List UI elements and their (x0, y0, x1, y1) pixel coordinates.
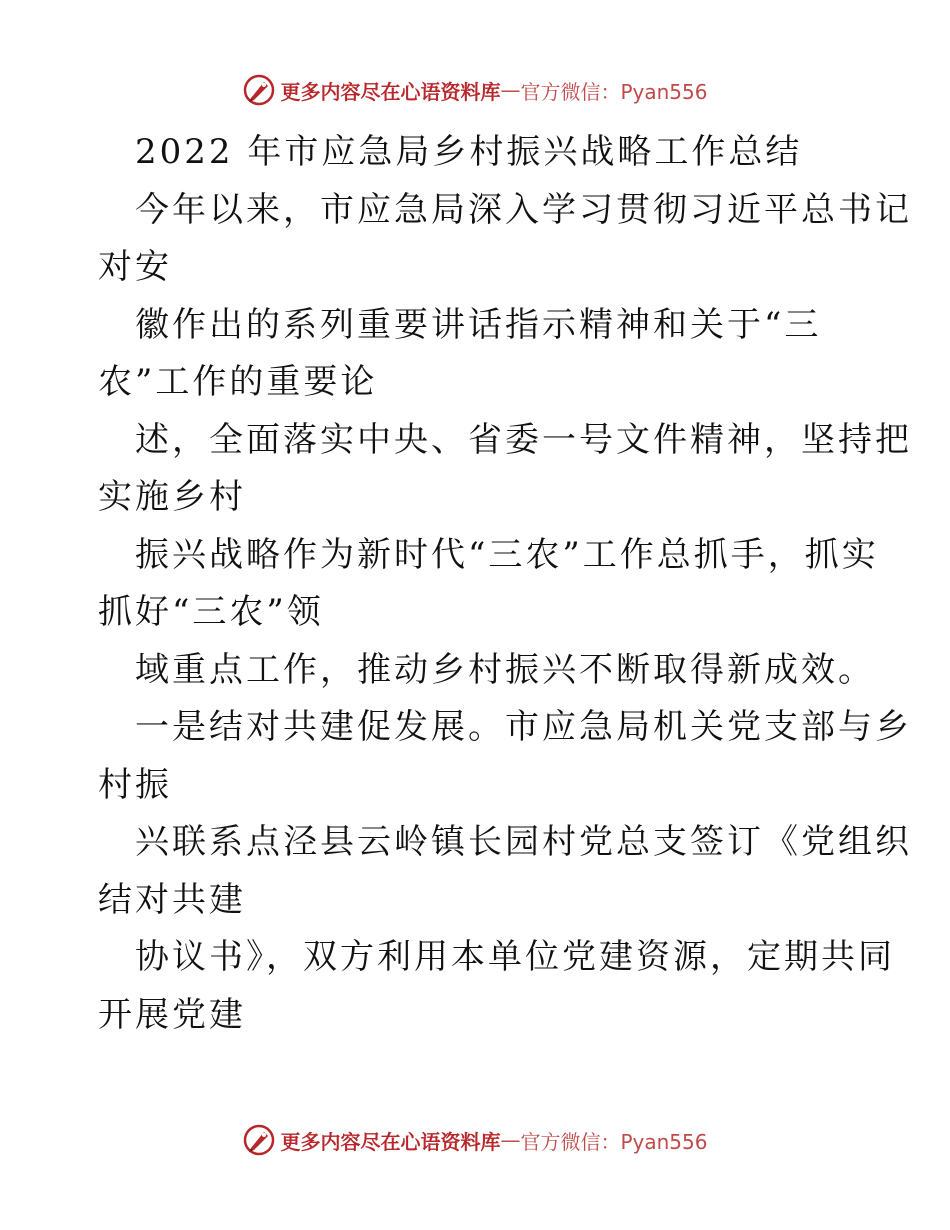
text-line: 一是结对共建促发展。市应急局机关党支部与乡 (135, 707, 912, 747)
text-line: 述，全面落实中央、省委一号文件精神，坚持把 (135, 419, 912, 460)
watermark-main-text: 更多内容尽在心语资料库 (280, 1129, 501, 1154)
text-line: 今年以来，市应急局深入学习贯彻习近平总书记 (135, 189, 912, 230)
text-line: 实施乡村 (98, 477, 246, 517)
text-line: 徽作出的系列重要讲话指示精神和关于“三 (135, 304, 822, 345)
watermark-sub-text: 官方微信：Pyan556 (520, 79, 708, 104)
watermark-banner-top (0, 70, 950, 110)
watermark-banner-bottom (0, 1120, 950, 1160)
text-line: 协议书》，双方利用本单位党建资源，定期共同 (135, 937, 895, 977)
text-line: 兴联系点泾县云岭镇长园村党总支签订《党组织 (135, 822, 912, 862)
watermark-dash: — (500, 1128, 521, 1152)
text-line: 域重点工作，推动乡村振兴不断取得新成效。 (135, 649, 875, 690)
pen-nib-logo-icon (242, 1123, 276, 1157)
watermark-sub-text: 官方微信：Pyan556 (520, 1129, 708, 1154)
text-line: 对安 (98, 247, 172, 287)
text-line: 农”工作的重要论 (98, 362, 378, 402)
text-line: 村振 (98, 764, 172, 805)
pen-nib-logo-icon (242, 73, 276, 107)
watermark-dash: — (500, 78, 521, 102)
text-line: 抓好“三农”领 (98, 592, 324, 632)
text-line: 振兴战略作为新时代“三农”工作总抓手，抓实 (135, 534, 879, 575)
document-title: 2022 年市应急局乡村振兴战略工作总结 (135, 132, 803, 172)
watermark-main-text: 更多内容尽在心语资料库 (280, 79, 501, 104)
text-line: 开展党建 (98, 994, 246, 1035)
text-line: 结对共建 (98, 879, 246, 920)
document-body (98, 124, 912, 1044)
